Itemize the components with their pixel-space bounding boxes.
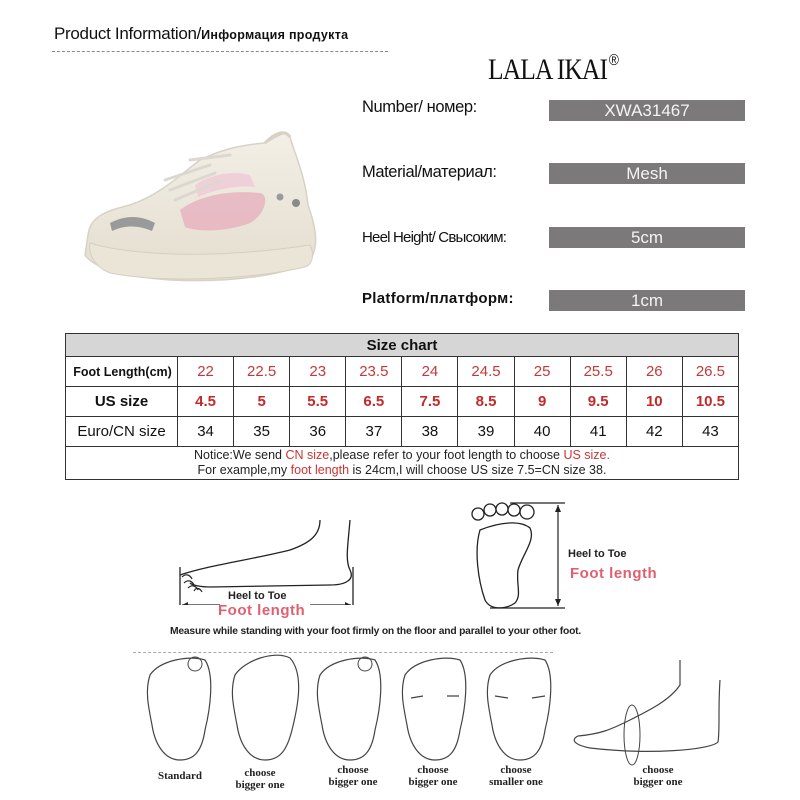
caption-line: bigger one xyxy=(328,776,378,788)
notice-line-1 xyxy=(66,448,738,463)
table-cell: 25 xyxy=(514,357,570,387)
spec-label-material: Material/материал: xyxy=(362,163,497,181)
table-row-euro-cn-size xyxy=(66,417,739,447)
size-chart-title: Size chart xyxy=(66,334,739,357)
size-chart-notice-row xyxy=(66,447,739,480)
foot-caption-4 xyxy=(398,764,468,788)
foot-caption-3 xyxy=(318,764,388,788)
measure-instruction: Measure while standing with your foot firmly on the floor and parallel to your other foot. xyxy=(170,626,582,637)
notice-highlight-foot-length: foot length xyxy=(290,463,350,477)
table-cell: 42 xyxy=(626,417,682,447)
page-title xyxy=(54,24,348,44)
row-header-us-size: US size xyxy=(66,387,178,417)
top-heel-to-toe-label: Heel to Toe xyxy=(568,548,627,560)
table-cell: 10 xyxy=(626,387,682,417)
table-cell: 41 xyxy=(570,417,626,447)
table-cell: 25.5 xyxy=(570,357,626,387)
title-english: Product Information/ xyxy=(54,24,202,43)
foot-narrow xyxy=(487,658,550,760)
table-cell: 8.5 xyxy=(458,387,514,417)
notice-text: is 24cm,I will choose US size 7.5=CN size 38. xyxy=(349,463,607,477)
table-cell: 7.5 xyxy=(402,387,458,417)
spec-value-platform: 1cm xyxy=(549,290,745,311)
table-cell: 34 xyxy=(178,417,234,447)
table-cell: 35 xyxy=(234,417,290,447)
title-divider xyxy=(52,51,388,52)
table-row-us-size xyxy=(66,387,739,417)
brand-logo xyxy=(488,52,618,87)
table-cell: 26.5 xyxy=(682,357,738,387)
notice-text: Notice:We send xyxy=(194,448,286,462)
size-chart-notice xyxy=(66,447,739,480)
table-cell: 38 xyxy=(402,417,458,447)
caption-line: choose xyxy=(244,767,276,779)
title-russian: Информация продукта xyxy=(201,28,349,42)
table-cell: 22 xyxy=(178,357,234,387)
table-cell: 10.5 xyxy=(682,387,738,417)
table-cell: 39 xyxy=(458,417,514,447)
table-cell: 24 xyxy=(402,357,458,387)
table-cell: 4.5 xyxy=(178,387,234,417)
caption-line: choose xyxy=(337,764,369,776)
registered-mark: ® xyxy=(608,52,618,69)
foot-long-toe xyxy=(317,657,380,760)
top-view-foot-diagram xyxy=(460,500,600,620)
notice-text: For example,my xyxy=(197,463,291,477)
spec-label-platform: Platform/платформ: xyxy=(362,290,514,307)
notice-text: ,please refer to your foot length to choose xyxy=(329,448,564,462)
caption-line: Standard xyxy=(157,770,203,782)
table-cell: 23 xyxy=(290,357,346,387)
table-cell: 36 xyxy=(290,417,346,447)
table-cell: 9.5 xyxy=(570,387,626,417)
table-cell: 24.5 xyxy=(458,357,514,387)
brand-name: LALA IKAI xyxy=(488,53,608,86)
product-image-sneaker xyxy=(70,115,350,295)
caption-line: bigger one xyxy=(408,776,458,788)
table-cell: 23.5 xyxy=(346,357,402,387)
table-cell: 6.5 xyxy=(346,387,402,417)
top-foot-length-label: Foot length xyxy=(570,565,658,582)
caption-line: bigger one xyxy=(633,776,683,788)
table-row-foot-length xyxy=(66,357,739,387)
side-foot-length-label: Foot length xyxy=(218,602,306,619)
table-cell: 5.5 xyxy=(290,387,346,417)
spec-label-number: Number/ номер: xyxy=(362,98,477,116)
caption-line: smaller one xyxy=(489,776,543,788)
table-cell: 5 xyxy=(234,387,290,417)
foot-high-instep xyxy=(574,660,720,765)
caption-line: bigger one xyxy=(235,779,285,791)
row-header-foot-length: Foot Length(cm) xyxy=(66,357,178,387)
caption-line: choose xyxy=(417,764,449,776)
caption-line: choose xyxy=(500,764,532,776)
table-cell: 22.5 xyxy=(234,357,290,387)
notice-highlight-us-size: US size. xyxy=(563,448,610,462)
table-cell: 37 xyxy=(346,417,402,447)
table-cell: 26 xyxy=(626,357,682,387)
row-header-euro-cn-size: Euro/CN size xyxy=(66,417,178,447)
notice-highlight-cn-size: CN size xyxy=(285,448,330,462)
foot-caption-6 xyxy=(620,764,696,788)
foot-caption-standard xyxy=(148,770,212,782)
spec-label-heel-height: Heel Height/ Cвысоким: xyxy=(362,229,507,246)
table-cell: 9 xyxy=(514,387,570,417)
table-cell: 43 xyxy=(682,417,738,447)
spec-value-material: Mesh xyxy=(549,163,745,184)
foot-wide-toes xyxy=(232,655,298,760)
size-chart-header-row xyxy=(66,334,739,357)
foot-standard xyxy=(147,657,210,760)
foot-wide xyxy=(402,658,465,760)
foot-shapes-diagram xyxy=(140,650,730,770)
foot-caption-2 xyxy=(228,767,292,791)
notice-line-2 xyxy=(66,463,738,478)
side-heel-to-toe-label: Heel to Toe xyxy=(228,590,287,602)
size-chart-table xyxy=(65,333,739,480)
spec-value-number: XWA31467 xyxy=(549,100,745,121)
table-cell: 40 xyxy=(514,417,570,447)
caption-line: choose xyxy=(642,764,674,776)
spec-value-heel-height: 5cm xyxy=(549,227,745,248)
foot-caption-5 xyxy=(478,764,554,788)
